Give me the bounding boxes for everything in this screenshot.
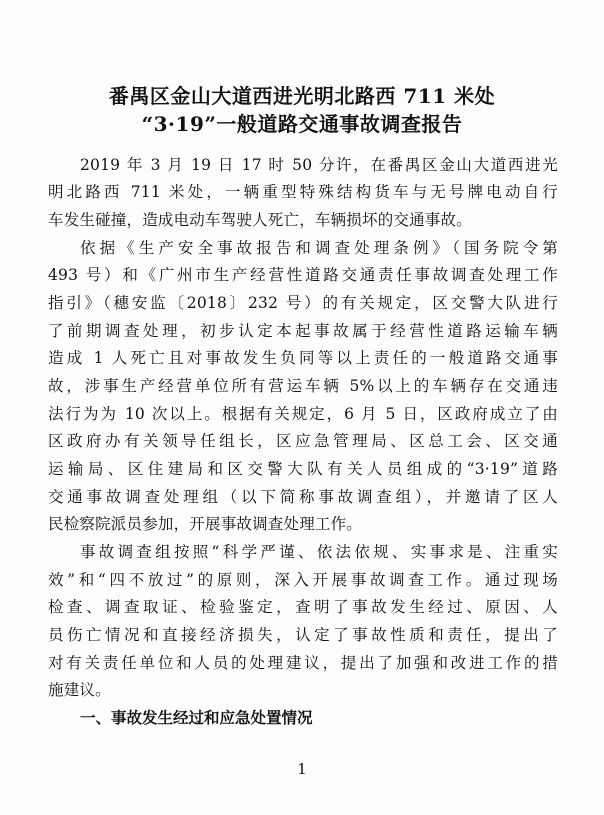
paragraph-2-line: 依据《生产安全事故报告和调查处理条例》（国务院令第 <box>80 239 558 257</box>
paragraph-3-line: 事故调查组按照“科学严谨、依法依规、实事求是、注重实 <box>80 543 558 561</box>
paragraph-2-line: 区政府办有关领导任组长，区应急管理局、区总工会、区交通 <box>48 432 558 450</box>
paragraph-2-line: 493 号）和《广州市生产经营性道路交通责任事故调查处理工作 <box>48 266 558 284</box>
paragraph-3-line: 施建议。 <box>48 681 111 699</box>
paragraph-2-line: 造成 1 人死亡且对事故发生负同等以上责任的一般道路交通事 <box>48 349 558 367</box>
paragraph-3-line: 效”和“四不放过”的原则，深入开展事故调查工作。通过现场 <box>48 571 558 589</box>
paragraph-2-line: 故，涉事生产经营单位所有营运车辆 5%以上的车辆存在交通违 <box>48 377 558 395</box>
report-title-line-1: 番禺区金山大道西进光明北路西 711 米处 <box>108 84 496 108</box>
report-title-line-2: “3·19”一般道路交通事故调查报告 <box>141 112 463 136</box>
paragraph-2-line: 交通事故调查处理组（以下简称事故调查组），并邀请了区人 <box>48 488 558 506</box>
page-number: 1 <box>297 760 307 778</box>
paragraph-1-line: 明北路西 711 米处，一辆重型特殊结构货车与无号牌电动自行 <box>48 183 558 201</box>
paragraph-1-line: 2019 年 3 月 19 日 17 时 50 分许，在番禺区金山大道西进光 <box>80 156 558 174</box>
paragraph-2-line: 法行为为 10 次以上。根据有关规定，6 月 5 日，区政府成立了由 <box>48 405 558 423</box>
paragraph-1-line: 车发生碰撞，造成电动车驾驶人死亡，车辆损坏的交通事故。 <box>48 211 472 229</box>
paragraph-3-line: 对有关责任单位和人员的处理建议，提出了加强和改进工作的措 <box>48 654 558 672</box>
paragraph-3-line: 员伤亡情况和直接经济损失，认定了事故性质和责任，提出了 <box>48 626 558 644</box>
paragraph-2-line: 指引》（穗安监〔2018〕232 号）的有关规定，区交警大队进行 <box>48 294 558 312</box>
paragraph-2-line: 民检察院派员参加，开展事故调查处理工作。 <box>48 515 363 533</box>
paragraph-3-line: 检查、调查取证、检验鉴定，查明了事故发生经过、原因、人 <box>48 598 558 616</box>
paragraph-2-line: 运输局、区住建局和区交警大队有关人员组成的“3·19”道路 <box>48 460 558 478</box>
paragraph-2-line: 了前期调查处理，初步认定本起事故属于经营性道路运输车辆 <box>48 322 558 340</box>
section-heading: 一、事故发生经过和应急处置情况 <box>80 709 313 727</box>
